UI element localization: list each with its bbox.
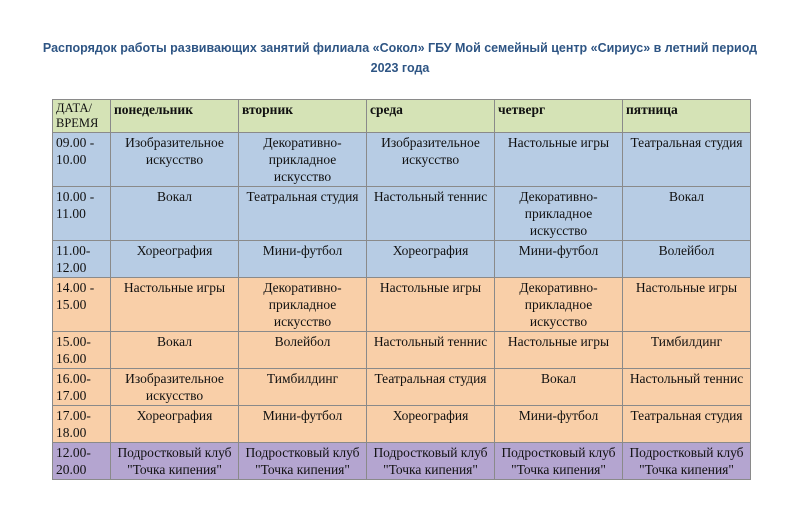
time-cell: 15.00- 16.00 xyxy=(53,332,111,369)
time-cell: 09.00 - 10.00 xyxy=(53,133,111,187)
activity-cell: Настольный теннис xyxy=(367,332,495,369)
time-cell: 12.00- 20.00 xyxy=(53,443,111,480)
header-thursday: четверг xyxy=(495,100,623,133)
table-row xyxy=(53,187,751,241)
header-monday: понедельник xyxy=(111,100,239,133)
header-wednesday: среда xyxy=(367,100,495,133)
table-row xyxy=(53,241,751,278)
activity-cell: Настольные игры xyxy=(111,278,239,332)
activity-cell: Изобразительное искусство xyxy=(367,133,495,187)
activity-cell: Подростковый клуб "Точка кипения" xyxy=(367,443,495,480)
time-cell: 14.00 - 15.00 xyxy=(53,278,111,332)
activity-cell: Декоративно-прикладное искусство xyxy=(495,187,623,241)
table-row xyxy=(53,332,751,369)
activity-cell: Хореография xyxy=(111,406,239,443)
table-row xyxy=(53,369,751,406)
activity-cell: Хореография xyxy=(367,406,495,443)
activity-cell: Мини-футбол xyxy=(495,406,623,443)
activity-cell: Театральная студия xyxy=(239,187,367,241)
time-cell: 17.00- 18.00 xyxy=(53,406,111,443)
activity-cell: Подростковый клуб "Точка кипения" xyxy=(111,443,239,480)
activity-cell: Подростковый клуб "Точка кипения" xyxy=(239,443,367,480)
header-date-time: ДАТА/ ВРЕМЯ xyxy=(53,100,111,133)
activity-cell: Театральная студия xyxy=(623,133,751,187)
activity-cell: Хореография xyxy=(367,241,495,278)
activity-cell: Театральная студия xyxy=(367,369,495,406)
header-friday: пятница xyxy=(623,100,751,133)
activity-cell: Настольный теннис xyxy=(623,369,751,406)
activity-cell: Настольные игры xyxy=(495,332,623,369)
activity-cell: Декоративно-прикладное искусство xyxy=(239,133,367,187)
activity-cell: Вокал xyxy=(495,369,623,406)
activity-cell: Волейбол xyxy=(239,332,367,369)
table-row xyxy=(53,133,751,187)
activity-cell: Хореография xyxy=(111,241,239,278)
activity-cell: Декоративно-прикладное искусство xyxy=(239,278,367,332)
activity-cell: Тимбилдинг xyxy=(239,369,367,406)
time-cell: 10.00 - 11.00 xyxy=(53,187,111,241)
activity-cell: Декоративно-прикладное искусство xyxy=(495,278,623,332)
activity-cell: Изобразительное искусство xyxy=(111,369,239,406)
document-title: Распорядок работы развивающих занятий филиала «Сокол» ГБУ Мой семейный центр «Сириус» в летний период 2023 года xyxy=(42,41,758,75)
activity-cell: Мини-футбол xyxy=(239,241,367,278)
activity-cell: Волейбол xyxy=(623,241,751,278)
time-cell: 16.00- 17.00 xyxy=(53,369,111,406)
activity-cell: Настольный теннис xyxy=(367,187,495,241)
table-row xyxy=(53,443,751,480)
activity-cell: Изобразительное искусство xyxy=(111,133,239,187)
activity-cell: Подростковый клуб "Точка кипения" xyxy=(495,443,623,480)
activity-cell: Мини-футбол xyxy=(239,406,367,443)
activity-cell: Мини-футбол xyxy=(495,241,623,278)
table-row xyxy=(53,278,751,332)
schedule-table xyxy=(52,99,751,480)
activity-cell: Вокал xyxy=(111,187,239,241)
activity-cell: Подростковый клуб "Точка кипения" xyxy=(623,443,751,480)
activity-cell: Настольные игры xyxy=(495,133,623,187)
header-row xyxy=(53,100,751,133)
time-cell: 11.00- 12.00 xyxy=(53,241,111,278)
header-tuesday: вторник xyxy=(239,100,367,133)
table-row xyxy=(53,406,751,443)
activity-cell: Театральная студия xyxy=(623,406,751,443)
activity-cell: Вокал xyxy=(623,187,751,241)
activity-cell: Вокал xyxy=(111,332,239,369)
activity-cell: Настольные игры xyxy=(623,278,751,332)
activity-cell: Тимбилдинг xyxy=(623,332,751,369)
activity-cell: Настольные игры xyxy=(367,278,495,332)
